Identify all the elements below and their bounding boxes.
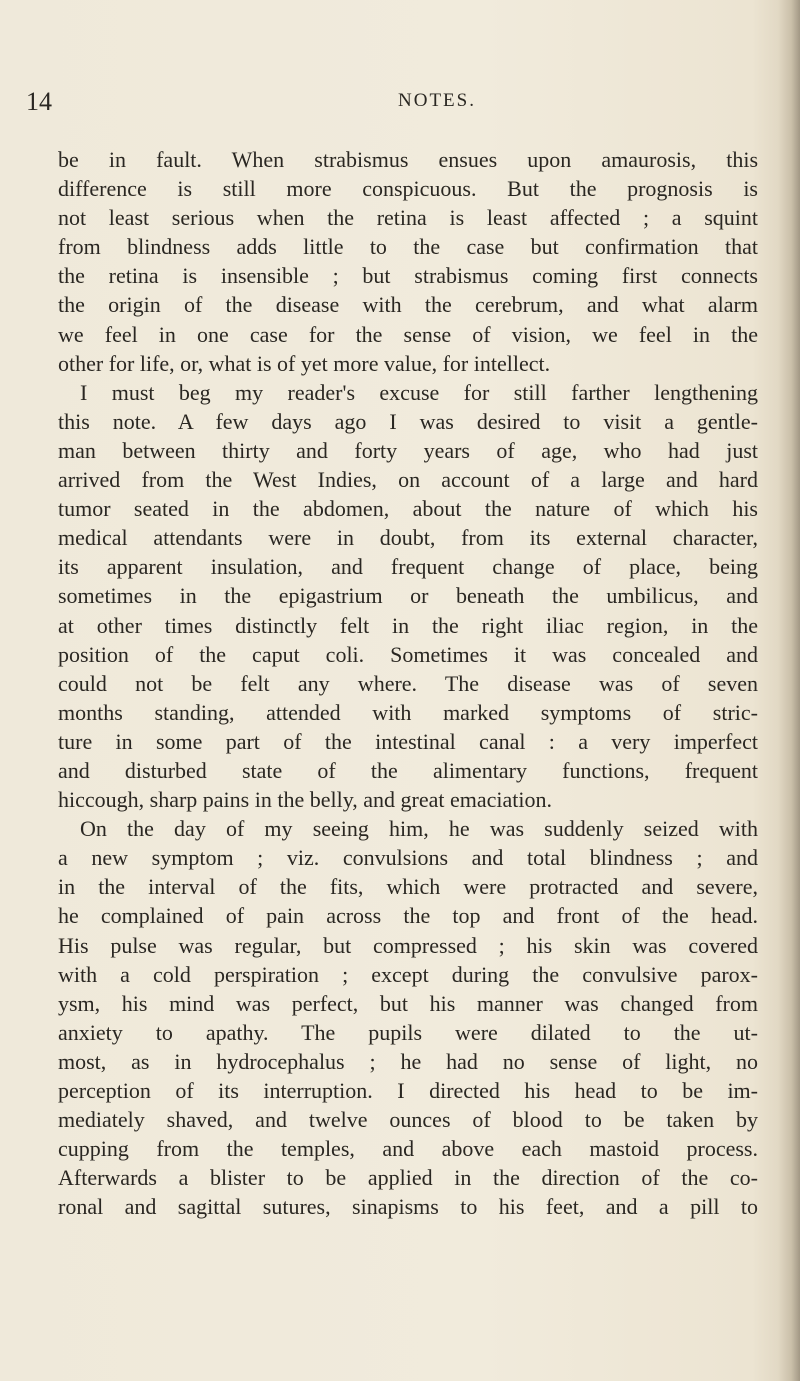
text-line: the retina is insensible ; but strabismus coming first connects — [58, 263, 758, 289]
text-line: tumor seated in the abdomen, about the nature of which his — [58, 496, 758, 522]
text-line: perception of its interruption. I directed his head to be im- — [58, 1078, 758, 1103]
text-line: this note. A few days ago I was desired to visit a gentle- — [58, 408, 758, 434]
text-line: His pulse was regular, but compressed ; his skin was covered — [58, 932, 758, 958]
text-line: with a cold perspiration ; except during the convulsive parox- — [58, 961, 758, 987]
page-edge-shadow — [778, 0, 800, 1381]
text-line: we feel in one case for the sense of vision, we feel in the — [58, 321, 758, 347]
text-line: months standing, attended with marked symptoms of stric- — [58, 699, 758, 725]
text-line: man between thirty and forty years of age, who had just — [58, 437, 758, 463]
text-line: cupping from the temples, and above each mastoid process. — [58, 1136, 758, 1162]
text-line: arrived from the West Indies, on account of a large and hard — [58, 467, 758, 493]
text-line: position of the caput coli. Sometimes it was concealed and — [58, 641, 758, 667]
text-line: ysm, his mind was perfect, but his manner was changed from — [58, 990, 758, 1016]
body-text — [58, 145, 758, 1221]
text-line: at other times distinctly felt in the right iliac region, in the — [58, 612, 758, 638]
text-line: not least serious when the retina is least affected ; a squint — [58, 205, 758, 231]
text-line: mediately shaved, and twelve ounces of blood to be taken by — [58, 1107, 758, 1133]
text-line: Afterwards a blister to be applied in the direction of the co- — [58, 1165, 758, 1191]
page-header — [0, 86, 800, 126]
text-line: a new symptom ; viz. convulsions and total blindness ; and — [58, 845, 758, 871]
text-line: other for life, or, what is of yet more value, for intellect. — [58, 350, 551, 376]
text-line: the origin of the disease with the cerebrum, and what alarm — [58, 292, 758, 318]
text-line: its apparent insulation, and frequent change of place, being — [58, 554, 758, 580]
text-line: sometimes in the epigastrium or beneath the umbilicus, and — [58, 583, 758, 609]
text-line: anxiety to apathy. The pupils were dilated to the ut- — [58, 1019, 758, 1045]
text-line: and disturbed state of the alimentary functions, frequent — [58, 757, 758, 783]
text-line: difference is still more conspicuous. But the prognosis is — [58, 176, 758, 202]
text-line: ture in some part of the intestinal canal : a very imperfect — [58, 728, 758, 754]
text-line: I must beg my reader's excuse for still farther lengthening — [80, 379, 758, 405]
text-line: from blindness adds little to the case but confirmation that — [58, 234, 758, 260]
text-line: ronal and sagittal sutures, sinapisms to his feet, and a pill to — [58, 1194, 758, 1220]
text-line: he complained of pain across the top and front of the head. — [58, 903, 758, 929]
text-line: On the day of my seeing him, he was suddenly seized with — [80, 816, 758, 842]
text-line: could not be felt any where. The disease was of seven — [58, 670, 758, 696]
text-line: be in fault. When strabismus ensues upon amaurosis, this — [58, 147, 758, 172]
text-line: in the interval of the fits, which were protracted and severe, — [58, 874, 758, 900]
text-line: medical attendants were in doubt, from its external character, — [58, 525, 758, 551]
running-head: NOTES. — [398, 90, 476, 111]
page-number: 14 — [26, 87, 52, 116]
text-line: hiccough, sharp pains in the belly, and great emaciation. — [58, 787, 553, 813]
text-line: most, as in hydrocephalus ; he had no sense of light, no — [58, 1048, 758, 1074]
